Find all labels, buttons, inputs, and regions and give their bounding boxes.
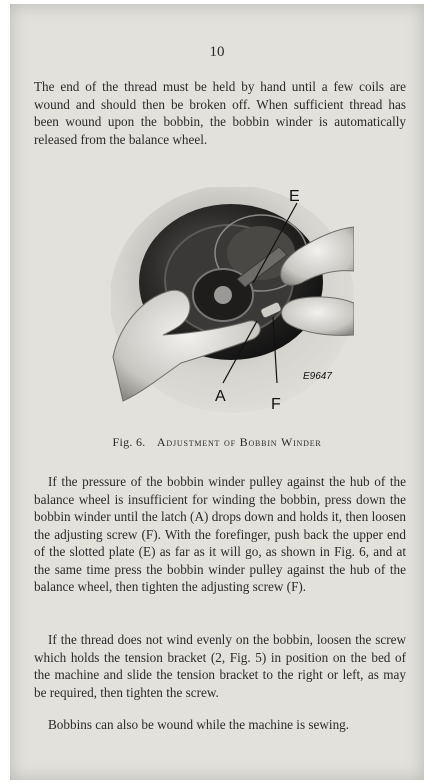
paragraph-pulley-pressure: If the pressure of the bobbin winder pulley against the hub of the balance wheel is insufficient for winding the bobbin, press down the bobbin winder until the latch (A) drops down and holds it, then loosen the adjusting screw (F). With the forefinger, push back the upper end of the slotted plate (E) as far as it will go, as shown in Fig. 6, and at the same time press the bobbin winder pulley against the hub of the balance wheel, then tighten the adjusting screw (F). [34, 474, 406, 594]
figure-number: Fig. 6. [112, 435, 146, 449]
figure-caption [10, 435, 424, 450]
paragraph-uneven-winding: If the thread does not wind evenly on the bobbin, loosen the screw which holds the tension bracket (2, Fig. 5) in position on the bed of the machine and slide the tension bracket to the right or left, as may be required, then tighten the screw. [34, 632, 406, 700]
bobbin-winder-figure [111, 187, 354, 415]
paragraph-thread-end: The end of the thread must be held by hand until a few coils are wound and should then be broken off. When sufficient thread has been wound upon the bobbin, the bobbin winder is automatically released from the balance wheel. [34, 79, 406, 147]
page-number: 10 [209, 44, 225, 60]
figure-title: Adjustment of Bobbin Winder [156, 435, 322, 449]
figure-label-e: E [289, 188, 300, 205]
book-page [10, 4, 424, 780]
paragraph-wound-while-sewing: Bobbins can also be wound while the machine is sewing. [48, 717, 350, 732]
figure-label-a: A [215, 388, 226, 405]
figure-code: E9647 [303, 371, 332, 382]
figure-label-f: F [271, 396, 281, 413]
